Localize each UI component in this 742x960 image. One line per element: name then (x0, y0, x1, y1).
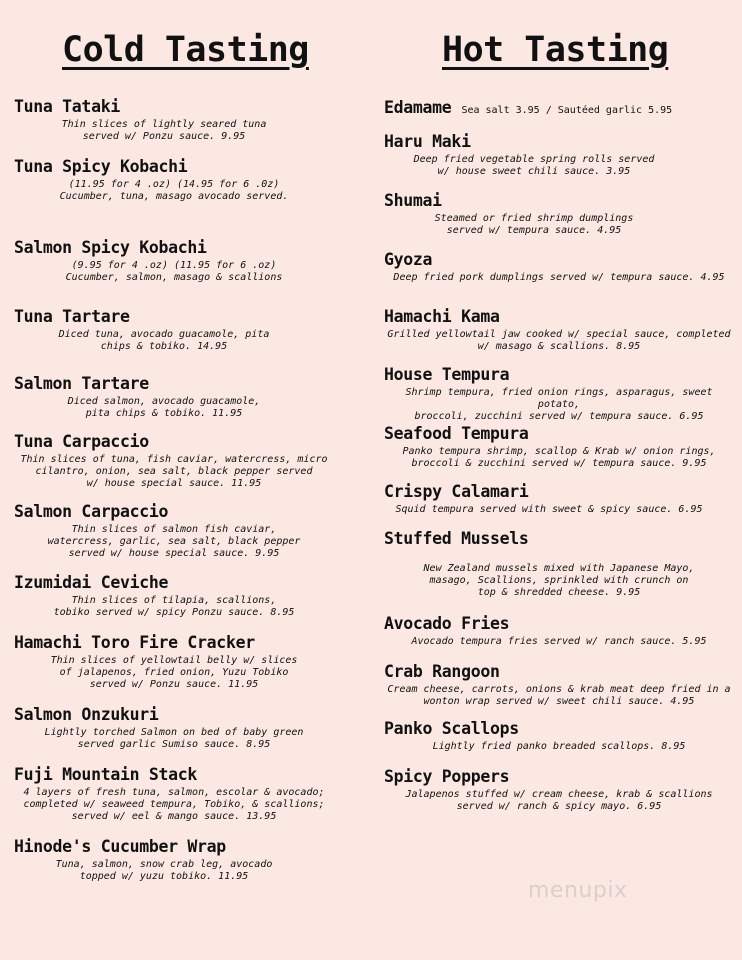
description-line: broccoli, zucchini served w/ tempura sauce. 6.95 (414, 411, 704, 422)
menu-item-description (384, 213, 684, 237)
menu-item (14, 97, 314, 143)
description-line: Panko tempura shrimp, scallop & Krab w/ onion rings, (402, 446, 716, 457)
menu-item-name: Hamachi Kama (384, 307, 500, 326)
description-line: w/ masago & scallions. 8.95 (477, 341, 641, 352)
description-line: w/ house special sauce. 11.95 (86, 478, 262, 489)
menu-item-description (14, 595, 334, 619)
menu-item-description (14, 179, 334, 203)
menu-item-description (14, 787, 334, 823)
menu-item (14, 432, 334, 490)
description-line: completed w/ seaweed tempura, Tobiko, & scallions; (23, 799, 325, 810)
description-line: broccoli & zucchini served w/ tempura sauce. 9.95 (411, 458, 707, 469)
description-line: Thin slices of tuna, fish caviar, watercress, micro (20, 454, 328, 465)
menu-item (384, 767, 734, 813)
menu-item-name: Fuji Mountain Stack (14, 765, 198, 784)
menu-item-name: Hamachi Toro Fire Cracker (14, 633, 255, 652)
watermark-logo: menupix (528, 878, 628, 903)
menu-item-description (384, 387, 734, 423)
menu-item-description (14, 329, 314, 353)
description-line: Diced salmon, avocado guacamole, (67, 396, 261, 407)
description-line: Cream cheese, carrots, onions & krab meat deep fried in a (387, 684, 731, 695)
menu-item-description (14, 859, 314, 883)
menu-item-description (384, 154, 684, 178)
description-line: Jalapenos stuffed w/ cream cheese, krab & scallions (405, 789, 713, 800)
menu-item (384, 662, 734, 708)
menu-item (384, 614, 734, 648)
menu-item-name: Seafood Tempura (384, 424, 529, 443)
description-line: Diced tuna, avocado guacamole, pita (58, 329, 270, 340)
menu-item-name: Gyoza (384, 250, 433, 269)
menu-item-description (14, 454, 334, 490)
description-line: Deep fried pork dumplings served w/ tempura sauce. 4.95 (393, 272, 725, 283)
menu-item-description (384, 789, 734, 813)
description-line: served w/ Ponzu sauce. 9.95 (82, 131, 246, 142)
description-line: watercress, garlic, sea salt, black pepper (47, 536, 301, 547)
menu-item-description (14, 260, 334, 284)
menu-item (14, 573, 334, 619)
description-line: 4 layers of fresh tuna, salmon, escolar & avocado; (23, 787, 325, 798)
menu-item-name: Salmon Onzukuri (14, 705, 159, 724)
menu-item (14, 374, 314, 420)
hot-tasting-heading: Hot Tasting (442, 30, 669, 70)
description-line: chips & tobiko. 14.95 (100, 341, 228, 352)
menu-item-name: Panko Scallops (384, 719, 519, 738)
menu-item-description (384, 636, 734, 648)
menu-item-name: Tuna Tartare (14, 307, 130, 326)
description-line: of jalapenos, fried onion, Yuzu Tobiko (59, 667, 289, 678)
menu-item (384, 132, 684, 178)
menu-item-description (384, 272, 734, 284)
menu-item (14, 837, 314, 883)
menu-item-name: Shumai (384, 191, 442, 210)
menu-item-description (384, 446, 734, 470)
description-line: served w/ eel & mango sauce. 13.95 (71, 811, 277, 822)
menu-item (384, 98, 672, 121)
menu-item-name: Izumidai Ceviche (14, 573, 169, 592)
menu-item-description (14, 655, 334, 691)
menu-item (14, 307, 314, 353)
menu-item (384, 424, 734, 470)
menu-item (384, 529, 734, 599)
menu-item-description (384, 684, 734, 708)
menu-item-name: Haru Maki (384, 132, 471, 151)
menu-item (14, 157, 334, 203)
description-line: Lightly fried panko breaded scallops. 8.95 (432, 741, 686, 752)
description-line: Thin slices of lightly seared tuna (61, 119, 267, 130)
description-line: topped w/ yuzu tobiko. 11.95 (79, 871, 249, 882)
description-line: served garlic Sumiso sauce. 8.95 (77, 739, 271, 750)
menu-item (384, 250, 734, 284)
description-line: Deep fried vegetable spring rolls served (413, 154, 655, 165)
menu-item (14, 633, 334, 691)
menu-item (384, 719, 734, 753)
description-line: served w/ ranch & spicy mayo. 6.95 (456, 801, 662, 812)
description-line: Cucumber, tuna, masago avocado served. (59, 191, 289, 202)
cold-tasting-heading: Cold Tasting (62, 30, 309, 70)
menu-item-description (14, 727, 334, 751)
menu-item-name: Spicy Poppers (384, 767, 510, 786)
description-line: New Zealand mussels mixed with Japanese Mayo, (423, 563, 695, 574)
description-line: Thin slices of salmon fish caviar, (71, 524, 277, 535)
menu-item-name: Avocado Fries (384, 614, 510, 633)
description-line: masago, Scallions, sprinkled with crunch on (429, 575, 689, 586)
menu-item (14, 238, 334, 284)
description-line: wonton wrap served w/ sweet chili sauce. 4.95 (423, 696, 695, 707)
menu-item-name: Salmon Spicy Kobachi (14, 238, 207, 257)
description-line: Grilled yellowtail jaw cooked w/ special sauce, completed (387, 329, 731, 340)
menu-item-name: Edamame Sea salt 3.95 / Sautéed garlic 5.95 (384, 98, 673, 117)
menu-item-name: Crispy Calamari (384, 482, 529, 501)
menu-item (14, 502, 334, 560)
menu-item-description (14, 119, 314, 143)
description-line: served w/ tempura sauce. 4.95 (446, 225, 622, 236)
menu-item (14, 705, 334, 751)
description-line: Cucumber, salmon, masago & scallions (65, 272, 283, 283)
description-line: top & shredded cheese. 9.95 (477, 587, 641, 598)
menu-item-description (384, 741, 734, 753)
menu-item-description (384, 329, 734, 353)
menu-item-name: Tuna Carpaccio (14, 432, 149, 451)
menu-item (384, 191, 684, 237)
description-line: Thin slices of yellowtail belly w/ slices (50, 655, 298, 666)
menu-item-name: Tuna Tataki (14, 97, 120, 116)
description-line: Thin slices of tilapia, scallions, (71, 595, 277, 606)
menu-item-inline-price: Sea salt 3.95 / Sautéed garlic 5.95 (461, 105, 673, 116)
description-line: Lightly torched Salmon on bed of baby green (44, 727, 304, 738)
menu-item (14, 765, 334, 823)
description-line: Shrimp tempura, fried onion rings, asparagus, sweet potato, (405, 387, 713, 410)
description-line: Squid tempura served with sweet & spicy sauce. 6.95 (395, 504, 703, 515)
menu-item-description (14, 524, 334, 560)
menu-item-name: Tuna Spicy Kobachi (14, 157, 188, 176)
menu-item-description (384, 504, 714, 516)
menu-item-description (384, 563, 734, 599)
menu-item (384, 307, 734, 353)
description-line: Steamed or fried shrimp dumplings (434, 213, 634, 224)
description-line: (9.95 for 4 .oz) (11.95 for 6 .oz) (71, 260, 277, 271)
menu-item-name: House Tempura (384, 365, 510, 384)
menu-item-name: Stuffed Mussels (384, 529, 529, 548)
description-line: (11.95 for 4 .oz) (14.95 for 6 .0z) (68, 179, 280, 190)
description-line: pita chips & tobiko. 11.95 (85, 408, 243, 419)
description-line: tobiko served w/ spicy Ponzu sauce. 8.95 (53, 607, 295, 618)
menu-item-description (14, 396, 314, 420)
description-line: w/ house sweet chili sauce. 3.95 (437, 166, 631, 177)
menu-item (384, 365, 734, 423)
menu-item-name: Salmon Carpaccio (14, 502, 169, 521)
description-line: served w/ Ponzu sauce. 11.95 (89, 679, 259, 690)
description-line: cilantro, onion, sea salt, black pepper served (35, 466, 313, 477)
description-line: Avocado tempura fries served w/ ranch sauce. 5.95 (411, 636, 707, 647)
description-line: served w/ house special sauce. 9.95 (68, 548, 280, 559)
description-line: Tuna, salmon, snow crab leg, avocado (55, 859, 273, 870)
menu-item-name: Salmon Tartare (14, 374, 149, 393)
menu-item-name: Hinode's Cucumber Wrap (14, 837, 226, 856)
menu-item-name: Crab Rangoon (384, 662, 500, 681)
menu-item (384, 482, 714, 516)
